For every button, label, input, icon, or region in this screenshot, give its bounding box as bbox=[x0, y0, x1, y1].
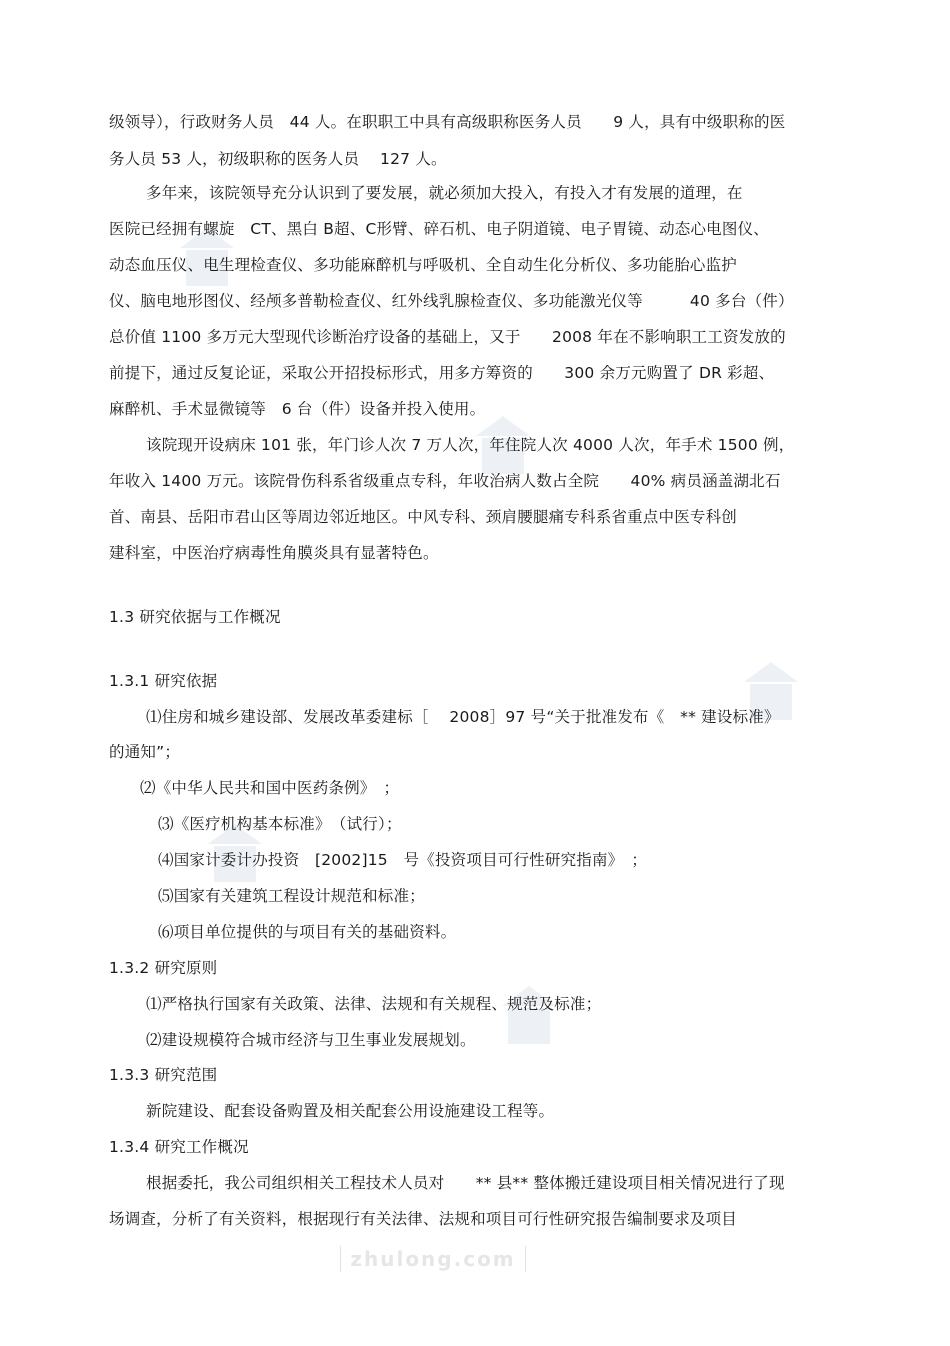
paragraph-line: 医院已经拥有螺旋 CT、黑白 B超、C形臂、碎石机、电子阴道镜、电子胃镜、动态心电图仪、 bbox=[109, 220, 769, 238]
principle-item: ⑴严格执行国家有关政策、法律、法规和有关规程、规范及标准； bbox=[146, 995, 602, 1013]
reference-item: ⑸国家有关建筑工程设计规范和标准； bbox=[158, 887, 425, 905]
reference-item: ⑴住房和城乡建设部、发展改革委建标［ 2008］97 号“关于批准发布《 ** 建设标准》 bbox=[146, 708, 780, 726]
paragraph-line: 该院现开设病床 101 张，年门诊人次 7 万人次，年住院人次 4000 人次，年手术 1500 例， bbox=[146, 436, 795, 454]
reference-item: ⑷国家计委计办投资 [2002]15 号《投资项目可行性研究指南》 ； bbox=[158, 851, 648, 869]
footer-watermark-text: zhulong.com bbox=[350, 1247, 516, 1271]
paragraph-line: 前提下，通过反复论证，采取公开招投标形式，用多方筹资的 300 余万元购置了 DR 彩超、 bbox=[109, 364, 775, 382]
paragraph-line: 根据委托，我公司组织相关工程技术人员对 ** 县** 整体搬迁建设项目相关情况进行了现 bbox=[146, 1174, 785, 1192]
reference-item: ⑶《医疗机构基本标准》 （试行）； bbox=[158, 815, 402, 833]
paragraph-line: 新院建设、配套设备购置及相关配套公用设施建设工程等。 bbox=[146, 1102, 555, 1120]
subsection-heading: 1.3.4 研究工作概况 bbox=[109, 1138, 249, 1156]
section-heading: 1.3 研究依据与工作概况 bbox=[109, 608, 281, 626]
paragraph-line: 动态血压仪、电生理检查仪、多功能麻醉机与呼吸机、全自动生化分析仪、多功能胎心监护 bbox=[109, 256, 738, 274]
paragraph-line: 级领导），行政财务人员 44 人。在职职工中具有高级职称医务人员 9 人，具有中级职称的医 bbox=[109, 113, 786, 131]
subsection-heading: 1.3.1 研究依据 bbox=[109, 672, 218, 690]
paragraph-line: 总价值 1100 多万元大型现代诊断治疗设备的基础上，又于 2008 年在不影响职工工资发放的 bbox=[109, 328, 786, 346]
subsection-heading: 1.3.3 研究范围 bbox=[109, 1066, 218, 1084]
footer-watermark bbox=[340, 1246, 526, 1272]
reference-item: ⑵《中华人民共和国中医药条例》 ； bbox=[140, 779, 400, 797]
reference-item: ⑹项目单位提供的与项目有关的基础资料。 bbox=[158, 923, 457, 941]
paragraph-line: 年收入 1400 万元。该院骨伤科系省级重点专科，年收治病人数占全院 40% 病员涵盖湖北石 bbox=[109, 472, 781, 490]
paragraph-line: 建科室，中医治疗病毒性角膜炎具有显著特色。 bbox=[109, 544, 439, 562]
paragraph-line: 仪、脑电地形图仪、经颅多普勒检查仪、红外线乳腺检查仪、多功能激光仪等 40 多台（件） bbox=[109, 292, 794, 310]
paragraph-line: 场调查，分析了有关资料，根据现行有关法律、法规和项目可行性研究报告编制要求及项目 bbox=[109, 1210, 738, 1228]
paragraph-line: 务人员 53 人，初级职称的医务人员 127 人。 bbox=[109, 150, 447, 168]
paragraph-line: 首、南县、岳阳市君山区等周边邻近地区。中风专科、颈肩腰腿痛专科系省重点中医专科创 bbox=[109, 508, 738, 526]
reference-item: 的通知”； bbox=[109, 743, 181, 761]
principle-item: ⑵建设规模符合城市经济与卫生事业发展规划。 bbox=[146, 1031, 476, 1049]
paragraph-line: 麻醉机、手术显微镜等 6 台（件）设备并投入使用。 bbox=[109, 400, 486, 418]
subsection-heading: 1.3.2 研究原则 bbox=[109, 959, 218, 977]
paragraph-line: 多年来，该院领导充分认识到了要发展，就必须加大投入，有投入才有发展的道理，在 bbox=[146, 184, 743, 202]
